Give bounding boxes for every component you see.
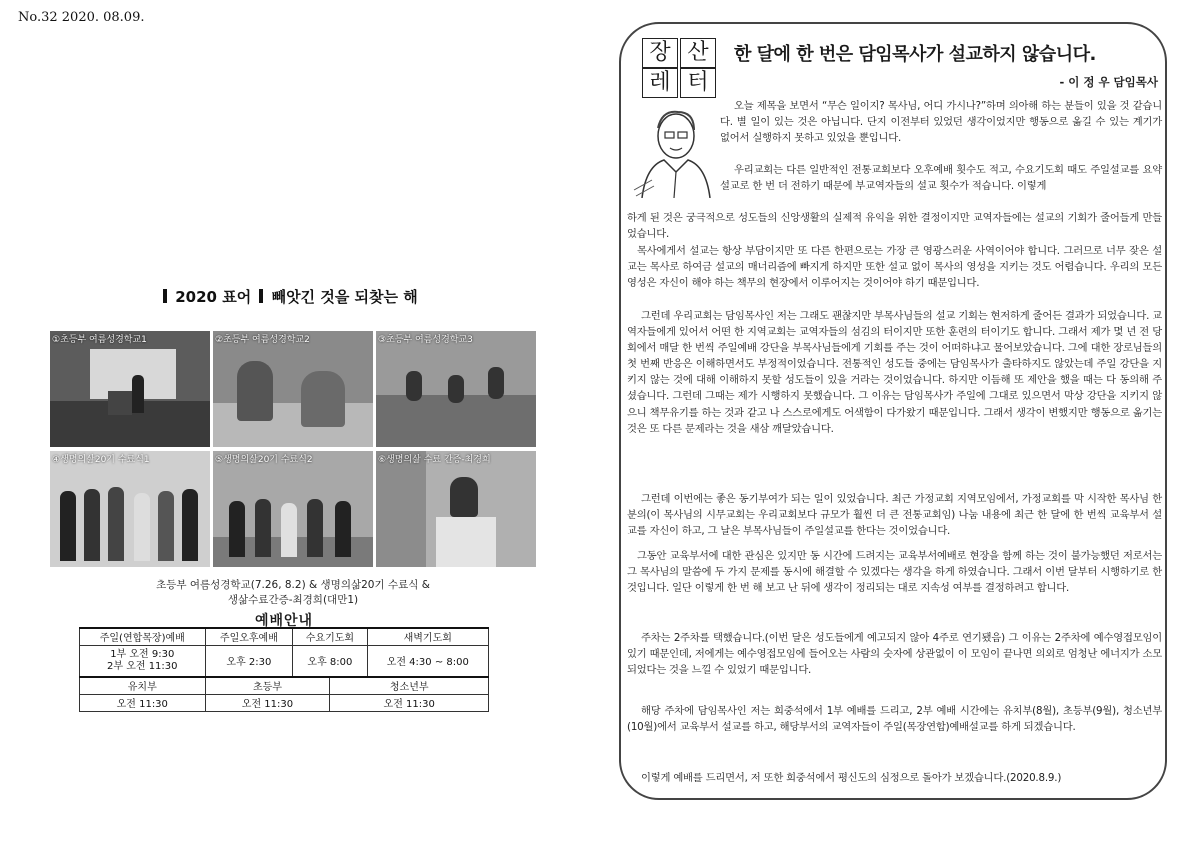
sunday-service-1: 1부 오전 9:30 bbox=[110, 648, 175, 660]
table-cell: 오후 8:00 bbox=[293, 645, 367, 677]
table-cell: 오전 11:30 bbox=[80, 694, 206, 711]
letter-paragraph: 그런데 우리교회는 담임목사인 저는 그래도 괜찮지만 부목사님들의 설교 기회는 현저하게 줄어든 결과가 되었습니다. 교역자들에게 있어서 어떤 한 지역교회는 교역자들의 섬김의 터이지만 또한 훈련의 터이기도 합니다. 그래서 제가 몇 년 전 당회에서 매달 한 번씩 주일예배 강단을 부목사님들에게 기회를 주는 것이 어떠하냐고 물어보았습니다. 그에 대한 장로님들의 첫 번째 반응은 이해하면서도 부정적이었습니다. 전통적인 성도들 중에는 담임목사가 출타하지도 않았는데 주일 강단을 지키지 않는 것에 대해 이해하지 못할 성도들이 있을 거라는 것이었습니다. 하지만 이듬해 또 제안을 했을 때는 다 동의해 주셨습니다. 그런데 그때는 제가 시행하지 못했습니다. 그 이유는 담임목사가 주일에 그대로 있으면서 막상 강단을 지키지 않으니 책무유기를 하는 것과 같고 나 스스로에게도 어색함이 다가왔기 때문입니다. 그래서 생각이 변했지만 행동으로 옮기는 것은 또 다른 문제라는 것을 새삼 깨달았습니다. bbox=[627, 310, 1162, 435]
photo-vbs-3 bbox=[376, 331, 536, 447]
letter-paragraph: 해당 주차에 담임목사인 저는 희중석에서 1부 예배를 드리고, 2부 예배 시간에는 유치부(8월), 초등부(9월), 청소년부(10월)에서 교육부서 설교를 하고, 해당부서의 교역자들이 주일(목장연합)예배설교를 하게 되겠습니다. bbox=[627, 705, 1162, 734]
motto-bar-right bbox=[259, 289, 263, 303]
letter-title: 한 달에 한 번은 담임목사가 설교하지 않습니다. bbox=[734, 44, 1096, 65]
letter-paragraph: 우리교회는 다른 일반적인 전통교회보다 오후예배 횟수도 적고, 수요기도회 때도 주일설교를 요약설교로 한 번 더 전하기 때문에 부교역자들의 설교 횟수가 적습니다. 이렇게 bbox=[720, 164, 1162, 193]
table-cell bbox=[80, 645, 206, 677]
worship-schedule-table bbox=[79, 627, 489, 712]
photo-caption-line2: 생삶수료간증-최경희(대만1) bbox=[227, 594, 359, 606]
badge-char: 레 bbox=[642, 68, 678, 98]
pastor-portrait-sketch bbox=[632, 100, 712, 198]
photo-label: ④생명의삶20기 수료식1 bbox=[52, 455, 150, 465]
table-cell: 오전 4:30 ~ 8:00 bbox=[367, 645, 488, 677]
letter-author: - 이 정 우 담임목사 bbox=[1059, 75, 1158, 89]
motto-text: 빼앗긴 것을 되찾는 해 bbox=[271, 288, 418, 306]
letter-paragraph: 하게 된 것은 궁극적으로 성도들의 신앙생활의 실제적 유익을 위한 결정이지만 교역자들에는 설교의 기회가 줄어들게 만들었습니다. bbox=[627, 212, 1162, 241]
table-cell: 오후 2:30 bbox=[205, 645, 293, 677]
table-header: 주일오후예배 bbox=[205, 628, 293, 645]
sunday-service-2: 2부 오전 11:30 bbox=[107, 660, 178, 672]
letter-paragraph: 주차는 2주차를 택했습니다.(이번 달은 성도들에게 예고되지 않아 4주로 연기됐음) 그 이유는 2주차에 예수영접모임이 있기 때문인데, 저에게는 예수영접모임에 들어오는 사람의 숫자에 상관없이 이 모임이 끝나면 의외로 엄청난 에너지가 소모되었다는 것을 느낄 수 있었기 때문입니다. bbox=[627, 632, 1162, 677]
table-header: 새벽기도회 bbox=[367, 628, 488, 645]
badge-char: 산 bbox=[680, 38, 716, 68]
letter-paragraph: 오늘 제목을 보면서 “무슨 일이지? 목사님, 어디 가시나?”하며 의아해 하는 분들이 있을 것 같습니다. 별 일이 있는 것은 아닙니다. 단지 이전부터 있었던 생각이었지만 행동으로 옮길 수 있는 계기가 없어서 실행하지 못하고 있었을 뿐입니다. bbox=[720, 100, 1162, 145]
photo-caption-line1: 초등부 여름성경학교(7.26, 8.2) & 생명의삶20기 수료식 & bbox=[156, 579, 430, 591]
table-header: 유치부 bbox=[80, 677, 206, 694]
photo-label: ①초등부 여름성경학교1 bbox=[52, 335, 147, 345]
motto-bar-left bbox=[163, 289, 167, 303]
photo-grid bbox=[50, 331, 536, 567]
photo-label: ③초등부 여름성경학교3 bbox=[378, 335, 473, 345]
photo-vbs-1 bbox=[50, 331, 210, 447]
motto-year: 2020 표어 bbox=[175, 288, 252, 306]
letter-paragraph: 그런데 이번에는 좋은 동기부여가 되는 일이 있었습니다. 최근 가정교회 지역모임에서, 가정교회를 막 시작한 목사님 한 분의(이 목사님의 시무교회는 우리교회보다 규모가 훨씬 더 큰 전통교회임) 나눔 내용에 최근 한 달에 한 번씩 교육부서 설교를 자신이 하고, 그 날은 부목사님들이 주일설교를 한다는 것이었습니다. bbox=[627, 493, 1162, 538]
letter-paragraph: 이렇게 예배를 드리면서, 저 또한 희중석에서 평신도의 심정으로 돌아가 보겠습니다.(2020.8.9.) bbox=[641, 772, 1062, 784]
photo-graduation-1 bbox=[50, 451, 210, 567]
photo-testimony bbox=[376, 451, 536, 567]
table-cell: 오전 11:30 bbox=[330, 694, 489, 711]
photo-graduation-2 bbox=[213, 451, 373, 567]
table-header: 초등부 bbox=[205, 677, 330, 694]
letter-paragraph: 목사에게서 설교는 항상 부담이지만 또 다른 한편으로는 가장 큰 영광스러운 사역이어야 합니다. 그러므로 너무 잦은 설교는 목사로 하여금 설교의 매너리즘에 빠지게 하지만 또한 설교 없이 목사의 영성을 지키는 것도 어렵습니다. 우리의 모든 영성은 자신이 해야 하는 책무의 현장에서 이루어지는 것이어야 하기 때문입니다. bbox=[627, 245, 1162, 290]
table-cell: 오전 11:30 bbox=[205, 694, 330, 711]
photo-label: ⑥생명의삶 수료 간증-최경희 bbox=[378, 455, 491, 465]
badge-char: 터 bbox=[680, 68, 716, 98]
worship-title: 예배안내 bbox=[254, 613, 314, 629]
letter-paragraph: 그동안 교육부서에 대한 관심은 있지만 동 시간에 드려지는 교육부서예배로 현장을 함께 하는 것이 불가능했던 저로서는 그 목사님의 말씀에 두 가지 문제를 동시에 해결할 수 있겠다는 생각을 하게 하였습니다. 그래서 이번 달부터 시행하기로 한 것입니다. 일단 이렇게 한 번 해 보고 난 뒤에 생각이 정리되는 대로 지속성 여부를 결정하려고 합니다. bbox=[627, 550, 1162, 595]
yearly-motto bbox=[160, 286, 418, 307]
photo-label: ⑤생명의삶20기 수료식2 bbox=[215, 455, 313, 465]
photo-vbs-2 bbox=[213, 331, 373, 447]
photo-caption bbox=[50, 578, 536, 608]
table-header: 청소년부 bbox=[330, 677, 489, 694]
photo-label: ②초등부 여름성경학교2 bbox=[215, 335, 310, 345]
badge-char: 장 bbox=[642, 38, 678, 68]
issue-number: No.32 2020. 08.09. bbox=[18, 10, 145, 25]
table-header: 주일(연합목장)예배 bbox=[80, 628, 206, 645]
table-header: 수요기도회 bbox=[293, 628, 367, 645]
